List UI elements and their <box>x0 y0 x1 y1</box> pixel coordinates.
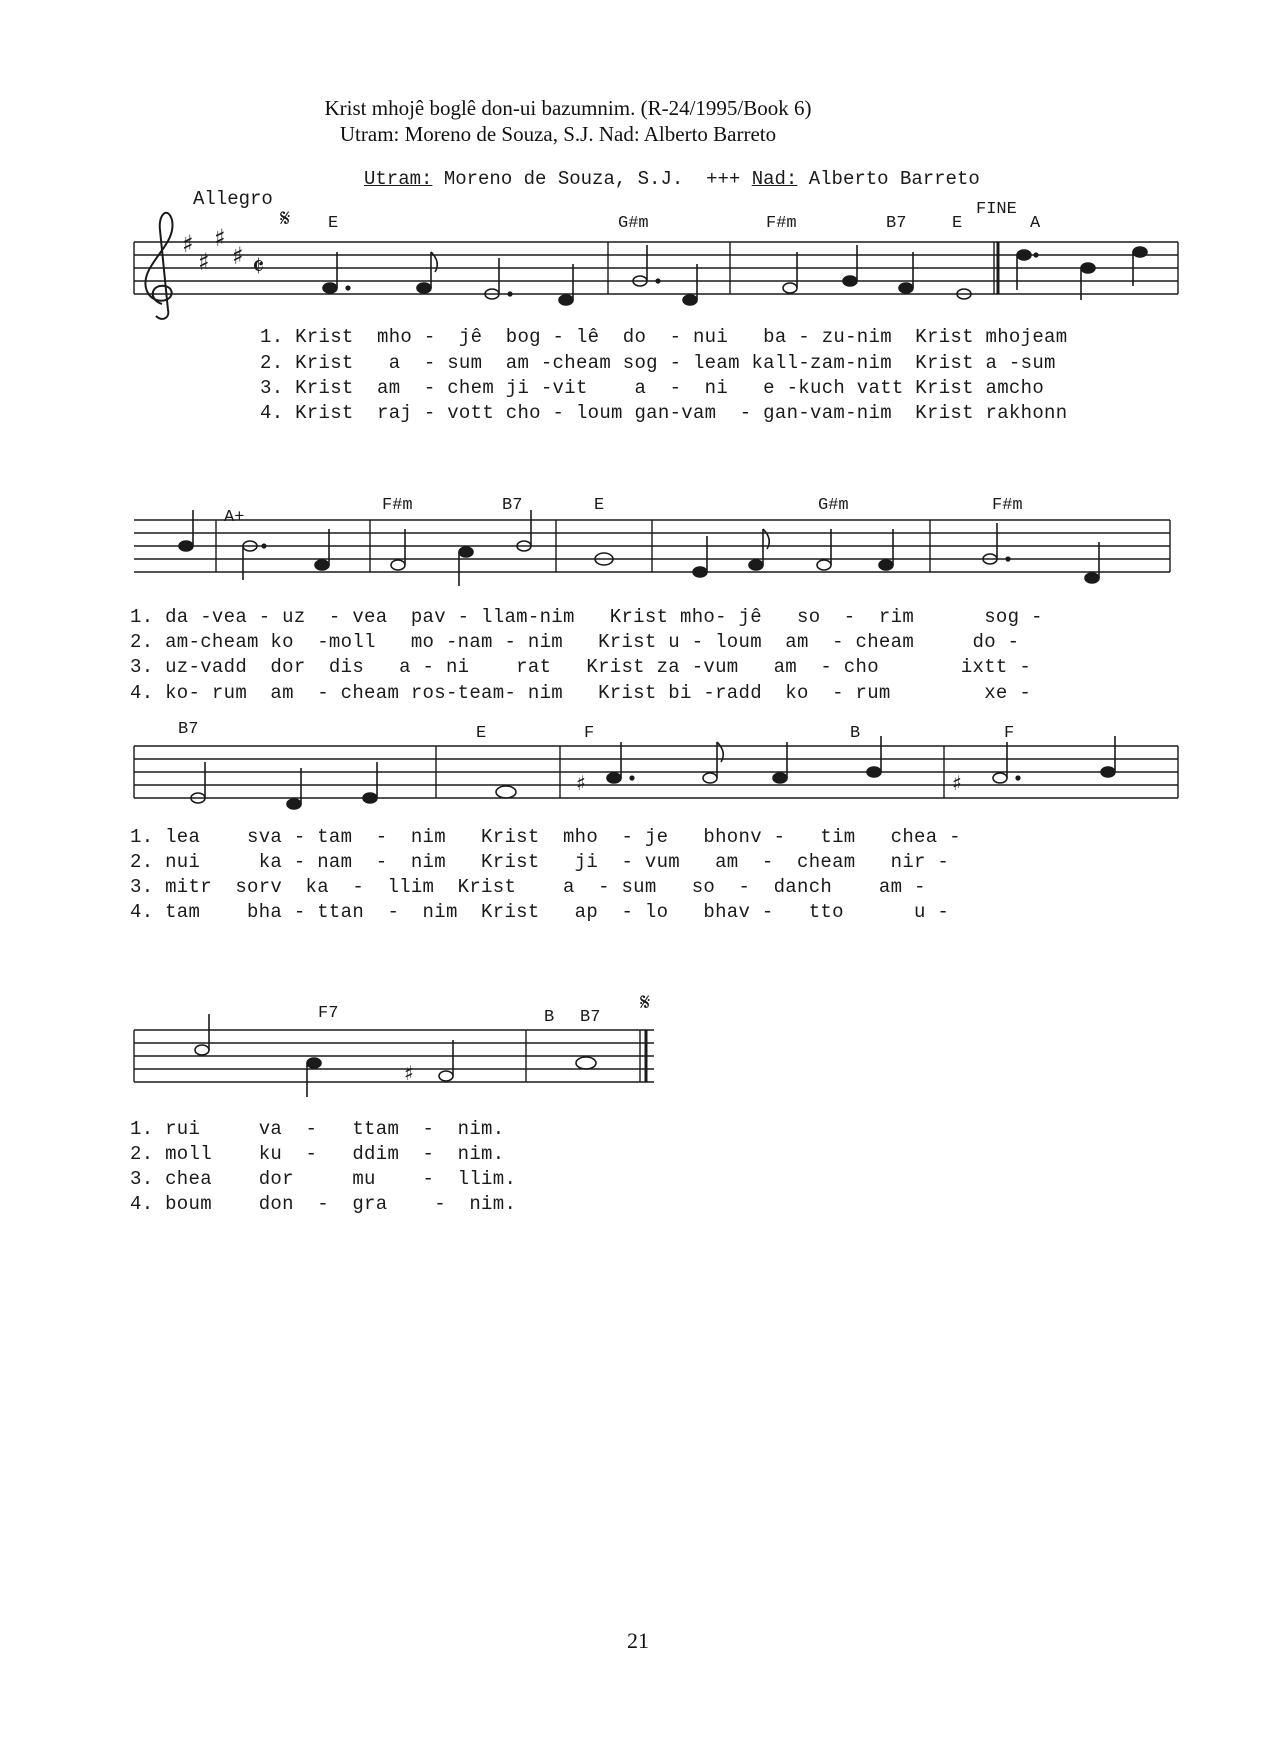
lyric-line-verse-3: 3. Krist am - chem ji -vit a - ni e -kuch vatt Krist amcho <box>260 377 1045 399</box>
chord-symbol: B7 <box>886 214 907 233</box>
segno-icon: 𝄋 <box>640 988 651 1016</box>
chord-symbol: E <box>952 214 963 233</box>
chord-symbol: E <box>476 724 487 743</box>
treble-clef-icon <box>145 213 172 319</box>
lyric-line-verse-4: 4. Krist raj - vott cho - loum gan-vam - gan-vam-nim Krist rakhonn <box>260 402 1068 424</box>
chord-symbol: F#m <box>382 496 413 515</box>
chord-symbol: G#m <box>818 496 849 515</box>
svg-text:♯: ♯ <box>232 242 244 270</box>
fine-marking: FINE <box>976 200 1017 219</box>
song-title: Krist mhojê boglê don-ui bazumnim. (R-24/1995/Book 6) <box>324 96 812 120</box>
chord-symbol: F7 <box>318 1004 339 1023</box>
chord-symbol: E <box>594 496 605 515</box>
chord-symbol: E <box>328 214 339 233</box>
chord-symbol: B <box>544 1008 555 1027</box>
chord-symbol: F#m <box>992 496 1023 515</box>
nad-name: Alberto Barreto <box>808 168 980 190</box>
chord-symbol: F#m <box>766 214 797 233</box>
lyric-line-verse-2: 2. moll ku - ddim - nim. <box>130 1143 505 1165</box>
lyric-line-verse-3: 3. mitr sorv ka - llim Krist a - sum so - danch am - <box>130 876 926 898</box>
nad-label: Nad: <box>751 168 798 190</box>
utram-name: Moreno de Souza, S.J. <box>443 168 684 190</box>
chord-symbol: F <box>584 724 595 743</box>
svg-text:♯: ♯ <box>576 771 586 795</box>
lyric-line-verse-1: 1. rui va - ttam - nim. <box>130 1118 505 1140</box>
staff-system-3 <box>134 746 1178 798</box>
chord-symbol: B7 <box>502 496 523 515</box>
svg-text:♯: ♯ <box>214 224 226 252</box>
lyric-line-verse-1: 1. Krist mho - jê bog - lê do - nui ba - zu-nim Krist mhojeam <box>260 326 1068 348</box>
lyric-line-verse-4: 4. ko- rum am - cheam ros-team- nim Krist bi -radd ko - rum xe - <box>130 682 1032 704</box>
lyric-line-verse-2: 2. am-cheam ko -moll mo -nam - nim Krist u - loum am - cheam do - <box>130 631 1020 653</box>
lyric-line-verse-3: 3. uz-vadd dor dis a - ni rat Krist za -vum am - cho ixtt - <box>130 656 1032 678</box>
lyric-line-verse-2: 2. nui ka - nam - nim Krist ji - vum am - cheam nir - <box>130 851 950 873</box>
lyric-line-verse-4: 4. tam bha - ttan - nim Krist ap - lo bhav - tto u - <box>130 901 950 923</box>
lyric-line-verse-1: 1. lea sva - tam - nim Krist mho - je bhonv - tim chea - <box>130 826 961 848</box>
chord-symbol: B7 <box>178 720 199 739</box>
tempo-marking: Allegro <box>193 188 273 210</box>
svg-text:♯: ♯ <box>198 248 210 276</box>
notes-system-1 <box>323 245 1147 305</box>
chord-symbol: B7 <box>580 1008 601 1027</box>
song-credits: Utram: Moreno de Souza, S.J. Nad: Alberto Barreto <box>339 122 777 146</box>
svg-text:♯: ♯ <box>952 771 962 795</box>
lyric-line-verse-4: 4. boum don - gra - nim. <box>130 1193 517 1215</box>
lyric-line-verse-2: 2. Krist a - sum am -cheam sog - leam kall-zam-nim Krist a -sum <box>260 352 1056 374</box>
staff-system-4 <box>134 1030 654 1082</box>
lyric-line-verse-3: 3. chea dor mu - llim. <box>130 1168 517 1190</box>
chord-symbol: A <box>1030 214 1041 233</box>
page-number: 21 <box>627 1628 649 1653</box>
chord-symbol: A+ <box>224 508 245 527</box>
chord-symbol: B <box>850 724 861 743</box>
notes-system-2 <box>179 510 1099 586</box>
chord-symbol: G#m <box>618 214 649 233</box>
segno-icon: 𝄋 <box>280 204 291 232</box>
staff-system-2 <box>134 520 1170 572</box>
svg-text:♯: ♯ <box>182 230 194 258</box>
chord-symbol: F <box>1004 724 1015 743</box>
credit-separator: +++ <box>706 168 741 190</box>
lyric-line-verse-1: 1. da -vea - uz - vea pav - llam-nim Krist mho- jê so - rim sog - <box>130 606 1043 628</box>
time-signature: 𝄵 <box>252 250 265 283</box>
svg-text:♯: ♯ <box>404 1061 414 1085</box>
utram-label: Utram: <box>364 168 433 190</box>
